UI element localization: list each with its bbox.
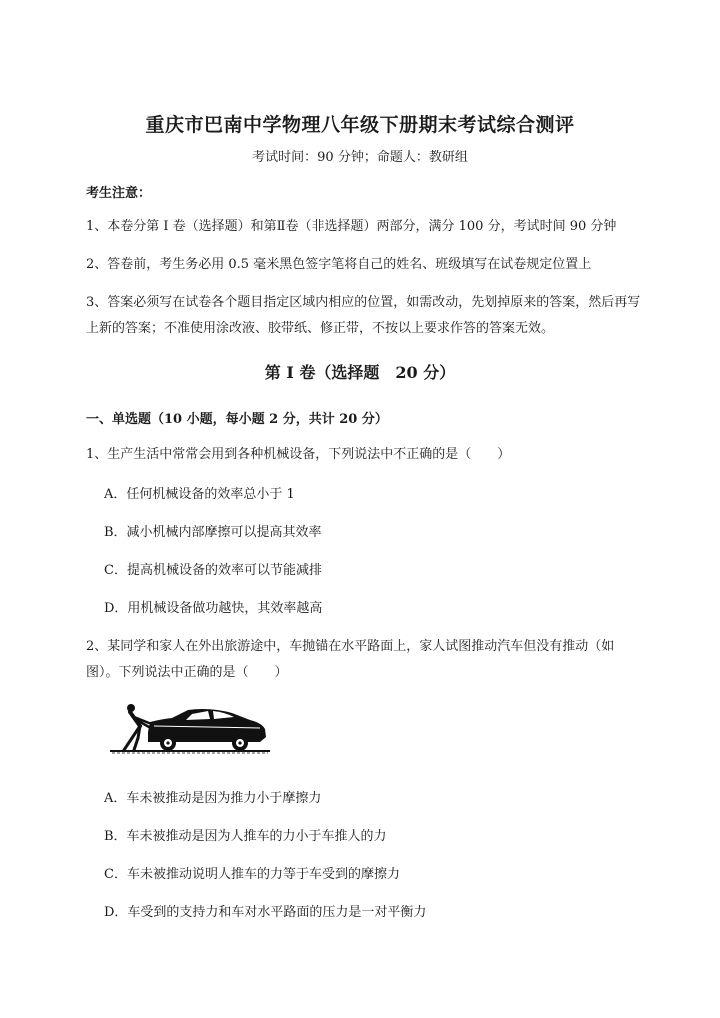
notice-label: 考生注意： [86, 186, 152, 201]
question-2-option-d: D．车受到的支持力和车对水平路面的压力是一对平衡力 [104, 905, 427, 920]
question-2-option-b: B．车未被推动是因为人推车的力小于车推人的力 [104, 829, 387, 844]
question-2-option-c: C．车未被推动说明人推车的力等于车受到的摩擦力 [104, 867, 400, 882]
notice-item-2: 2、答卷前，考生务必用 0.5 毫米黑色签字笔将自己的姓名、班级填写在试卷规定位置上 [86, 257, 592, 272]
section-heading: 一、单选题（10 小题，每小题 2 分，共计 20 分） [86, 412, 388, 427]
section-title: 第 I 卷（选择题 20 分） [264, 363, 456, 382]
exam-title: 重庆市巴南中学物理八年级下册期末考试综合测评 [145, 114, 575, 136]
person-pushing-car-figure [110, 702, 270, 754]
question-1-option-b: B．减小机械内部摩擦可以提高其效率 [104, 525, 322, 540]
exam-subtitle: 考试时间：90 分钟；命题人：教研组 [252, 150, 468, 165]
notice-item-1: 1、本卷分第 I 卷（选择题）和第Ⅱ卷（非选择题）两部分，满分 100 分，考试时间 90 分钟 [86, 219, 617, 234]
car-figure [148, 709, 266, 751]
question-1-option-a: A．任何机械设备的效率总小于 1 [104, 487, 295, 502]
question-2-option-a: A．车未被推动是因为推力小于摩擦力 [104, 791, 322, 806]
pushing-person-figure [124, 704, 149, 750]
question-1-option-d: D．用机械设备做功越快，其效率越高 [104, 601, 323, 616]
question-1-stem: 1、生产生活中常常会用到各种机械设备，下列说法中不正确的是（ ） [86, 447, 511, 462]
notice-item-3: 3、答案必须写在试卷各个题目指定区域内相应的位置，如需改动，先划掉原来的答案，然后再写上新的答案；不准使用涂改液、胶带纸、修正带，不按以上要求作答的答案无效。 [86, 295, 641, 336]
question-1-option-c: C．提高机械设备的效率可以节能减排 [104, 563, 322, 578]
question-2-stem: 2、某同学和家人在外出旅游途中，车抛锚在水平路面上，家人试图推动汽车但没有推动（如图）。下列说法中正确的是（ ） [86, 639, 615, 680]
